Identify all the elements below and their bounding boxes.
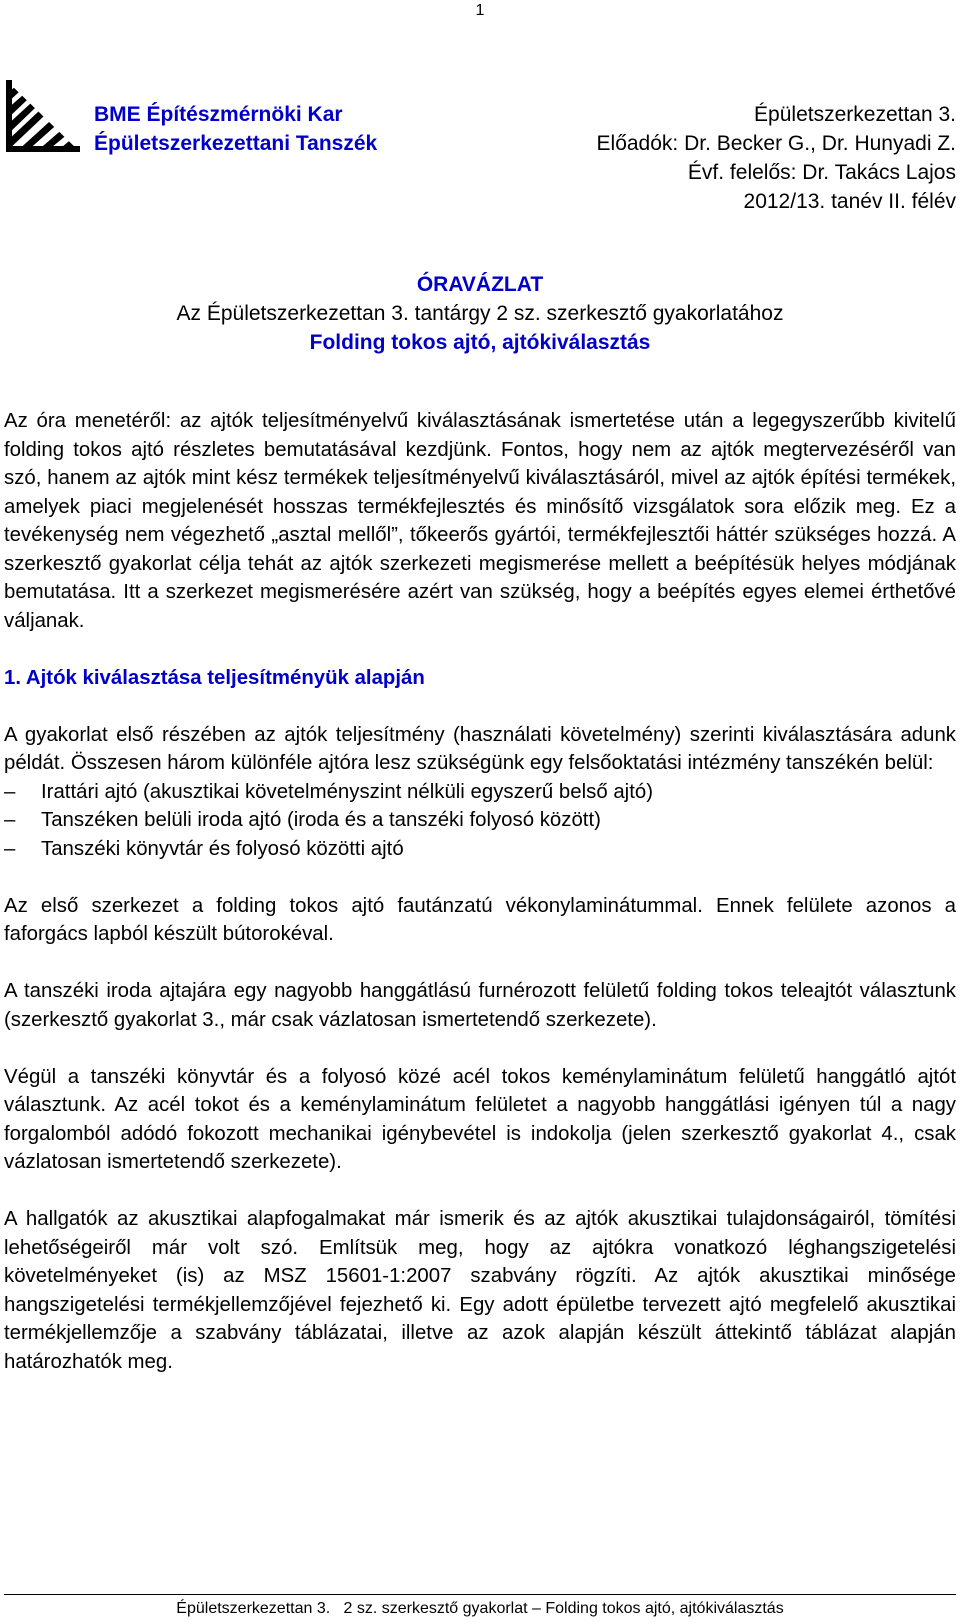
document-body bbox=[4, 407, 956, 1376]
document-topic: Folding tokos ajtó, ajtókiválasztás bbox=[309, 331, 651, 354]
course-title: Épületszerkezettan 3. bbox=[754, 103, 956, 126]
institution-name bbox=[94, 100, 377, 158]
intro-paragraph: Az óra menetéről: az ajtók teljesítményelvű kiválasztásának ismertetése után a legegyszerűbb kivitelű folding tokos ajtó részletes bemutatásával kezdjünk. Fontos, hogy nem az ajtók megtervezéséről van szó, hanem az ajtók mint kész termékek teljesítményelvű kiválasztásáról, mivel az ajtók építési termékek, amelyek piaci megjelenését hosszas termékfejlesztés és minősítő vizsgálatok sora előzik meg. Ez a tevékenység nem végezhető „asztal mellől”, tőkeerős gyártói, termékfejlesztői háttér szükséges hozzá. A szerkesztő gyakorlat célja tehát az ajtók szerkezeti megismerése mellett a beépítésük helyes módjának bemutatása. Itt a szerkezet megismerésére azért van szükség, hogy a beépítés egyes elemei érthetővé váljanak. bbox=[4, 410, 956, 632]
year-coordinator: Évf. felelős: Dr. Takács Lajos bbox=[687, 161, 956, 184]
lecturers: Előadók: Dr. Becker G., Dr. Hunyadi Z. bbox=[596, 132, 956, 155]
faculty-name: BME Építészmérnöki Kar bbox=[94, 103, 343, 126]
bme-logo-icon bbox=[6, 80, 80, 152]
list-item-text: Irattári ajtó (akusztikai követelményszint nélküli egyszerű belső ajtó) bbox=[41, 780, 653, 803]
paragraph: A hallgatók az akusztikai alapfogalmakat már ismerik és az ajtók akusztikai tulajdonságairól, tömítési lehetőségeiről már volt szó. Említsük meg, hogy az ajtókra vonatkozó léghangszigetelési követelményeket (is) az MSZ 15601-1:2007 szabvány rögzíti. Az ajtók akusztikai minősége hangszigetelési termékjellemzőjével fejezhető ki. Egy adott épületbe tervezett ajtó megfelelő akusztikai termékjellemzője a szabvány táblázatai, illetve az azok alapján készült áttekintő táblázat alapján határozhatók meg. bbox=[4, 1208, 956, 1373]
paragraph: A tanszéki iroda ajtajára egy nagyobb hanggátlású furnérozott felületű folding tokos teleajtót választunk (szerkesztő gyakorlat 3., már csak vázlatosan ismertetendő szerkezete). bbox=[4, 980, 956, 1031]
document-title: ÓRAVÁZLAT bbox=[416, 273, 544, 296]
dash-bullet-icon: – bbox=[4, 780, 16, 803]
door-list bbox=[4, 778, 956, 864]
list-item bbox=[4, 778, 956, 807]
page-number: 1 bbox=[475, 2, 485, 19]
course-info bbox=[597, 100, 956, 216]
list-item bbox=[4, 835, 956, 864]
title-block bbox=[0, 270, 960, 357]
department-name: Épületszerkezettani Tanszék bbox=[94, 132, 378, 155]
document-subtitle: Az Épületszerkezettan 3. tantárgy 2 sz. szerkesztő gyakorlatához bbox=[176, 302, 784, 325]
dash-bullet-icon: – bbox=[4, 837, 16, 860]
paragraph: Végül a tanszéki könyvtár és a folyosó közé acél tokos keménylaminátum felületű hanggátló ajtót választunk. Az acél tokot és a keménylaminátum felületet a nagyobb hanggátlási igényen túl a nagy forgalomból adódó fokozott mechanikai igénybevétel is indokolja (jelen szerkesztő gyakorlat 4., csak vázlatosan ismertetendő szerkezete). bbox=[4, 1065, 956, 1173]
list-item-text: Tanszéki könyvtár és folyosó közötti ajtó bbox=[41, 837, 404, 860]
semester: 2012/13. tanév II. félév bbox=[743, 190, 956, 213]
footer-divider bbox=[4, 1594, 956, 1595]
list-item bbox=[4, 806, 956, 835]
section-heading: 1. Ajtók kiválasztása teljesítményük alapján bbox=[4, 666, 425, 689]
page-footer: Épületszerkezettan 3. 2 sz. szerkesztő gyakorlat – Folding tokos ajtó, ajtókiválasztás bbox=[176, 1600, 784, 1617]
paragraph: Az első szerkezet a folding tokos ajtó fautánzatú vékonylaminátummal. Ennek felülete azonos a faforgács lapból készült bútorokéval. bbox=[4, 894, 956, 945]
paragraph: A gyakorlat első részében az ajtók teljesítmény (használati követelmény) szerinti kiválasztására adunk példát. Összesen három különféle ajtóra lesz szükségünk egy felsőoktatási intézmény tanszékén belül: bbox=[4, 723, 956, 774]
dash-bullet-icon: – bbox=[4, 809, 16, 831]
list-item-text: Tanszéken belüli iroda ajtó (iroda és a tanszéki folyosó között) bbox=[41, 809, 601, 831]
